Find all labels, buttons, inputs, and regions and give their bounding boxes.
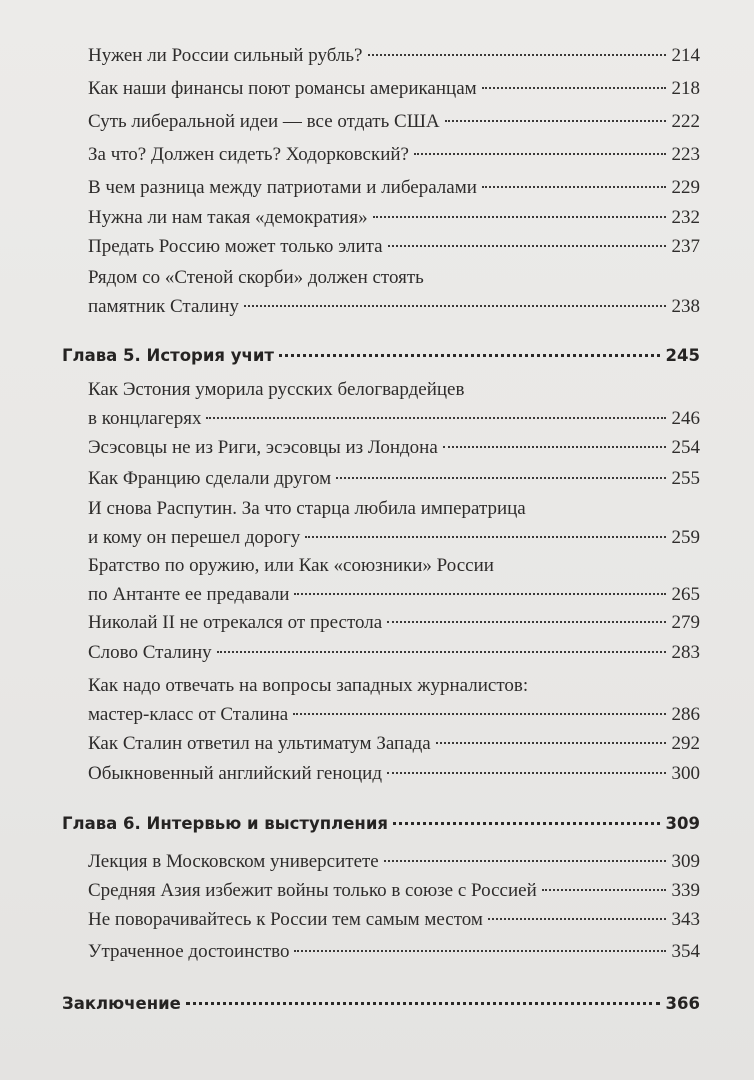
toc-entry <box>88 641 700 665</box>
dot-leader <box>482 87 666 89</box>
dot-leader <box>482 186 666 188</box>
toc-entry <box>88 554 700 607</box>
toc-entry <box>88 77 700 101</box>
dot-leader <box>387 621 665 623</box>
entry-title: Суть либеральной идеи — все отдать США <box>88 111 440 132</box>
chapter-heading <box>62 812 700 836</box>
toc-entry <box>88 879 700 903</box>
page-number: 232 <box>671 207 700 228</box>
dot-leader <box>393 822 660 825</box>
page-number: 286 <box>671 704 700 725</box>
entry-title-line: мастер-класс от Сталина <box>88 704 289 725</box>
entry-title-line: по Антанте ее предавали <box>88 584 290 605</box>
dot-leader <box>305 536 665 538</box>
dot-leader <box>206 417 665 419</box>
page-number: 229 <box>671 177 700 198</box>
entry-title: Как Францию сделали другом <box>88 468 332 489</box>
entry-title-line: в концлагерях <box>88 408 202 429</box>
page-number: 279 <box>671 612 700 633</box>
dot-leader <box>373 216 666 218</box>
chapter-title: Заключение <box>62 994 181 1013</box>
page-number: 265 <box>671 584 700 605</box>
entry-title: За что? Должен сидеть? Ходорковский? <box>88 144 409 165</box>
toc-entry <box>88 378 700 431</box>
entry-title: В чем разница между патриотами и либералами <box>88 177 477 198</box>
toc-entry <box>88 44 700 68</box>
entry-title: Николай II не отрекался от престола <box>88 612 383 633</box>
dot-leader <box>294 593 665 595</box>
entry-title: Не поворачивайтесь к России тем самым местом <box>88 909 483 930</box>
entry-title: Нужна ли нам такая «демократия» <box>88 207 368 228</box>
dot-leader <box>293 713 665 715</box>
dot-leader <box>186 1002 660 1005</box>
page-number: 218 <box>671 78 700 99</box>
entry-title: Как наши финансы поют романсы американцам <box>88 78 477 99</box>
entry-title-line: Как Эстония уморила русских белогвардейцев <box>88 379 465 400</box>
page-number: 222 <box>671 111 700 132</box>
toc-entry <box>88 235 700 259</box>
page-number: 366 <box>665 994 700 1013</box>
toc-entry <box>88 110 700 134</box>
page-number: 259 <box>671 527 700 548</box>
page-number: 354 <box>671 941 700 962</box>
entry-title: Лекция в Московском университете <box>88 851 379 872</box>
entry-title: Нужен ли России сильный рубль? <box>88 45 363 66</box>
page-number: 309 <box>665 814 700 833</box>
toc-entry <box>88 762 700 786</box>
entry-title-line: Братство по оружию, или Как «союзники» России <box>88 555 494 576</box>
dot-leader <box>443 446 666 448</box>
entry-title: Обыкновенный английский геноцид <box>88 763 383 784</box>
toc-entry <box>88 850 700 874</box>
page-number: 339 <box>671 880 700 901</box>
chapter-title: Глава 6. Интервью и выступления <box>62 814 388 833</box>
dot-leader <box>336 477 665 479</box>
entry-title: Как Сталин ответил на ультиматум Запада <box>88 733 431 754</box>
dot-leader <box>542 889 666 891</box>
page-number: 254 <box>671 437 700 458</box>
toc-entry <box>88 674 700 727</box>
chapter-title: Глава 5. История учит <box>62 346 274 365</box>
page-number: 238 <box>671 296 700 317</box>
toc-entry <box>88 176 700 200</box>
entry-title-line: памятник Сталину <box>88 296 239 317</box>
page-number: 214 <box>671 45 700 66</box>
toc-entry <box>88 266 700 319</box>
dot-leader <box>387 772 665 774</box>
page-number: 283 <box>671 642 700 663</box>
toc-entry <box>88 940 700 964</box>
entry-title: Средняя Азия избежит войны только в союзе с Россией <box>88 880 537 901</box>
page-number: 343 <box>671 909 700 930</box>
entry-title-line: Рядом со «Стеной скорби» должен стоять <box>88 267 424 288</box>
entry-title: Утраченное достоинство <box>88 941 290 962</box>
toc-entry <box>88 732 700 756</box>
dot-leader <box>279 354 660 357</box>
entry-title: Предать Россию может только элита <box>88 236 383 257</box>
dot-leader <box>488 918 666 920</box>
entry-title: Слово Сталину <box>88 642 212 663</box>
dot-leader <box>414 153 666 155</box>
dot-leader <box>294 950 665 952</box>
dot-leader <box>388 245 666 247</box>
toc-entry <box>88 206 700 230</box>
toc-entry <box>88 143 700 167</box>
dot-leader <box>445 120 666 122</box>
page-number: 300 <box>671 763 700 784</box>
chapter-heading <box>62 992 700 1016</box>
entry-title-line: И снова Распутин. За что старца любила императрица <box>88 498 526 519</box>
page-number: 255 <box>671 468 700 489</box>
chapter-heading <box>62 344 700 368</box>
page-number: 309 <box>671 851 700 872</box>
entry-title-line: и кому он перешел дорогу <box>88 527 301 548</box>
toc-entry <box>88 497 700 550</box>
toc-entry <box>88 611 700 635</box>
entry-title: Эсэсовцы не из Риги, эсэсовцы из Лондона <box>88 437 438 458</box>
page-number: 237 <box>671 236 700 257</box>
toc-entry <box>88 436 700 460</box>
dot-leader <box>436 742 666 744</box>
toc-entry <box>88 467 700 491</box>
entry-title-line: Как надо отвечать на вопросы западных журналистов: <box>88 675 529 696</box>
dot-leader <box>384 860 666 862</box>
dot-leader <box>217 651 666 653</box>
page-number: 246 <box>671 408 700 429</box>
toc-entry <box>88 908 700 932</box>
page-number: 223 <box>671 144 700 165</box>
page-number: 245 <box>665 346 700 365</box>
dot-leader <box>368 54 666 56</box>
dot-leader <box>244 305 666 307</box>
page-number: 292 <box>671 733 700 754</box>
